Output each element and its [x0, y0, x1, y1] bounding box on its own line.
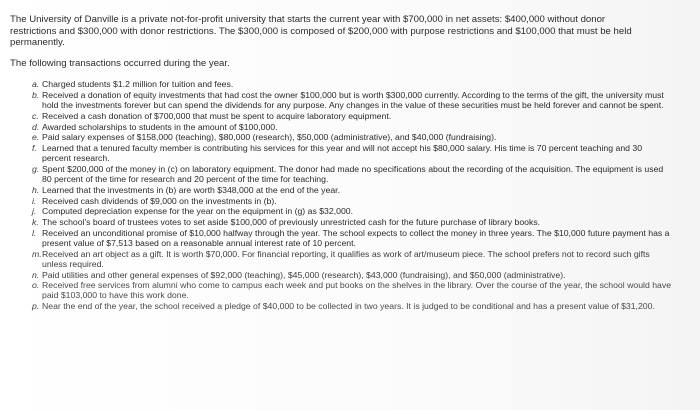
transaction-item	[32, 164, 672, 184]
transaction-item	[32, 185, 672, 195]
transaction-item	[32, 196, 672, 206]
transaction-item	[32, 301, 672, 311]
transaction-letter: m.	[32, 248, 42, 259]
transaction-letter: g.	[32, 164, 40, 174]
transaction-text: Received free services from alumni who come to campus each week and put books on the shelves in the library. Over the course of the year, the school would have paid $103,000 to have this work done.	[42, 280, 672, 301]
transaction-item	[32, 228, 672, 248]
intro-paragraph: The University of Danville is a private not-for-profit university that starts the current year with $700,000 in net assets: $400,000 without donor restrictions and $300,000 with donor restrictions. The $300,000 is composed of $200,000 with purpose restrictions and $100,000 that must be held permanently.	[10, 14, 632, 49]
transaction-letter: j.	[32, 206, 37, 217]
transaction-item	[32, 280, 672, 300]
transaction-text: Paid salary expenses of $158,000 (teaching), $80,000 (research), $50,000 (administrative), and $40,000 (fundraising).	[42, 132, 497, 143]
transaction-letter: i.	[32, 195, 37, 206]
transaction-text: Learned that the investments in (b) are worth $348,000 at the end of the year.	[42, 184, 340, 195]
transaction-text: Received an art object as a gift. It is worth $70,000. For financial reporting, it qualifies as work of art/museum piece. The school prefers not to record such gifts unless required.	[42, 248, 650, 269]
transaction-letter: h.	[32, 184, 40, 195]
transaction-item	[32, 270, 672, 280]
transaction-text: Received an unconditional promise of $10,000 halfway through the year. The school expects to collect the money in three years. The $10,000 future payment has a present value of $7,513 based on a reasonable annual interest rate of 10 percent.	[42, 227, 670, 248]
transaction-letter: f.	[32, 143, 37, 154]
transaction-letter: p.	[32, 301, 40, 312]
transaction-text: Spent $200,000 of the money in (c) on laboratory equipment. The donor had made no specifications about the recording of the acquisition. The equipment is used 80 percent of the time for research and 20 percent of the time for teaching.	[42, 164, 664, 185]
transaction-list	[10, 79, 672, 311]
transaction-item	[32, 122, 672, 132]
transaction-text: Charged students $1.2 million for tuition and fees.	[42, 79, 234, 90]
transaction-text: Awarded scholarships to students in the amount of $100,000.	[42, 121, 278, 132]
transactions-lead-in: The following transactions occurred during the year.	[10, 57, 230, 69]
transaction-item	[32, 249, 672, 269]
transaction-text: Learned that a tenured faculty member is contributing his services for this year and will not accept his $80,000 salary. His time is 70 percent teaching and 30 percent research.	[42, 143, 643, 164]
transaction-item	[32, 79, 672, 89]
transaction-text: Received cash dividends of $9,000 on the investments in (b).	[42, 195, 277, 206]
transaction-item	[32, 206, 672, 216]
transaction-letter: c.	[32, 110, 39, 121]
transaction-item	[32, 90, 672, 110]
transaction-text: Received a cash donation of $700,000 that must be spent to acquire laboratory equipment.	[42, 110, 392, 121]
transaction-letter: l.	[32, 227, 37, 238]
transaction-item	[32, 217, 672, 227]
transaction-letter: e.	[32, 132, 40, 143]
transaction-text: Paid utilities and other general expenses of $92,000 (teaching), $45,000 (research), $43,000 (fundraising), and $50,000 (administrative).	[42, 269, 566, 280]
transaction-item	[32, 111, 672, 121]
transaction-text: The school's board of trustees votes to set aside $100,000 of previously unrestricted cash for the future purchase of library books.	[42, 217, 541, 228]
transaction-text: Near the end of the year, the school received a pledge of $40,000 to be collected in two years. It is judged to be conditional and has a present value of $31,200.	[42, 301, 655, 312]
transaction-item	[32, 143, 672, 163]
transaction-text: Computed depreciation expense for the year on the equipment in (g) as $32,000.	[42, 206, 354, 217]
transaction-letter: d.	[32, 121, 40, 132]
transaction-text: Received a donation of equity investments that had cost the owner $100,000 but is worth $300,000 currently. According to the terms of the gift, the university must hold the investments forever but can spend the dividends for any purpose. Any changes in the value of these securities must be held forever and cannot be spent.	[42, 90, 664, 111]
transaction-item	[32, 132, 672, 142]
transaction-letter: o.	[32, 280, 40, 291]
transaction-letter: b.	[32, 90, 40, 101]
transaction-letter: a.	[32, 79, 40, 90]
transaction-letter: k.	[32, 217, 39, 228]
transaction-letter: n.	[32, 269, 40, 280]
